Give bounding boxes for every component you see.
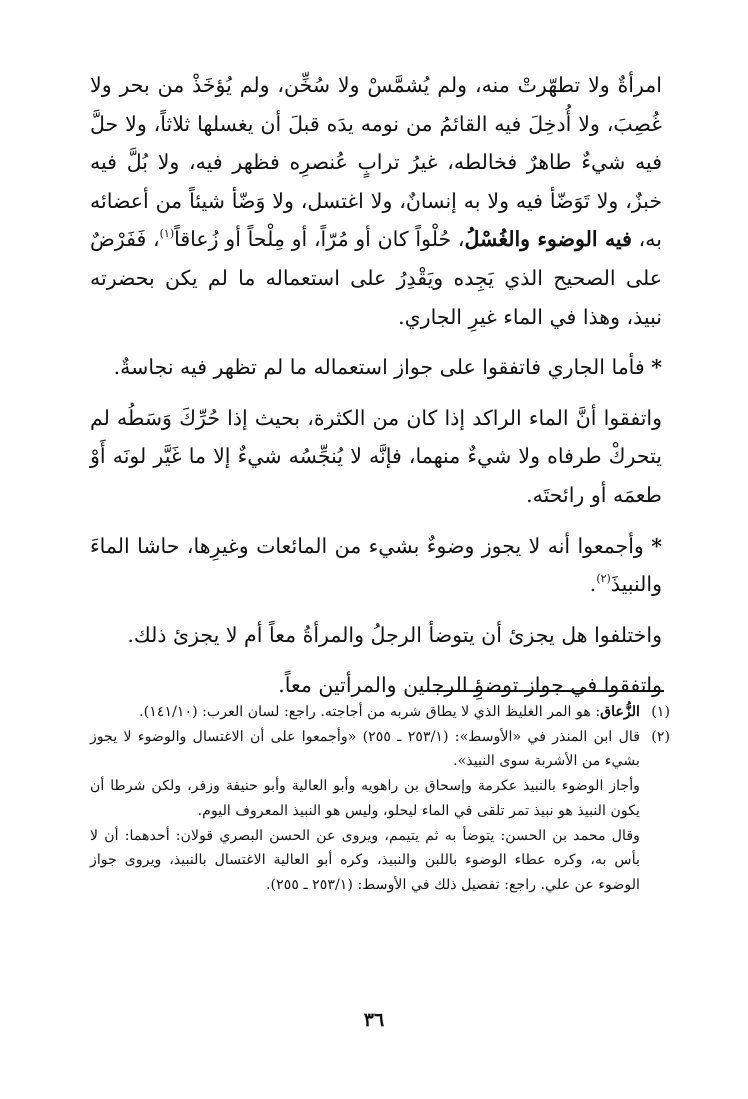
- footnote-1: [90, 700, 670, 725]
- page-number: ٣٦: [363, 1009, 385, 1031]
- paragraph-3: واتفقوا أنَّ الماء الراكد إذا كان من الكثرة، بحيث إذا حُرِّكَ وَسَطُه لم يتحركْ طرفاه ولا شيءٌ منهما، فإنَّه لا يُنجِّسُه شيءٌ إلا ما غَيَّر لونَه أَوْ طعمَه أو رائحتَه.: [90, 405, 662, 507]
- main-text: [90, 66, 662, 705]
- footnotes: [90, 700, 670, 898]
- paragraph-2: * فأما الجاري فاتفقوا على جواز استعماله ما لم تظهر فيه نجاسةٌ.: [113, 355, 662, 380]
- footnote-line: وأجاز الوضوء بالنبيذ عكرمة وإسحاق بن راهويه وأبو العالية وأبو حنيفة وزفر، ولكن شرطا أن يكون النبيذ هو نبيذ تمر تلقى في الماء ليحلو، وليس هو النبيذ المعروف اليوم.: [90, 778, 640, 819]
- footnote-separator: [428, 690, 664, 692]
- bold-phrase: فيه الوضوء والغُسْلُ: [464, 227, 632, 252]
- footnote-line: وقال محمد بن الحسن: يتوضأ به ثم يتيمم، ويروى عن الحسن البصري قولان: أحدهما: أن لا بأس به، وكره عطاء الوضوء باللبن والنبيذ، وكره أبو العالية الاغتسال بالنبيذ، ويروى جواز الوضوء عن علي. راجع: تفصيل ذلك في الأوسط: (٢٥٣/١ ـ ٢٥٥).: [90, 827, 640, 893]
- footnote-number: (٢): [651, 728, 670, 745]
- footnote-line: قال ابن المنذر في «الأوسط»: (٢٥٣/١ ـ ٢٥٥) «وأجمعوا على أن الاغتسال والوضوء لا يجوز بشيء من الأشربة سوى النبيذ».: [90, 728, 640, 770]
- paragraph-6: واتفقوا في جواز توضؤِ الرجلين والمرأتين معاً.: [278, 673, 662, 698]
- footnote-ref-2[interactable]: (٢): [596, 572, 611, 586]
- paragraph-1: امرأةٌ ولا تطهّرتْ منه، ولم يُشمَّسْ ولا سُخِّن، ولم يُؤخَذْ من بحر ولا غُصِبَ، ولا أُدخِلَ فيه القائمُ من نومه يدَه قبلَ أن يغسلها ثلاثاً، ولا حلَّ فيه شيءٌ طاهرٌ فخالطه، غيرُ ترابٍ عُنصرِه فظهر فيه، ولا بُلَّ فيه خبزٌ، ولا تَوَضّأ فيه ولا به إنسانٌ، ولا اغتسل، ولا وَضّأ شيئاً من أعضائه به، فيه الوضوء والغُسْلُ، حُلْواً كان أو مُرّاً، أو مِلْحاً أو زُعاقاً$^{(١)}$، فَفَرْضٌ على الصحيح الذي يَجِده ويَقْدِرُ على استعماله ما لم يكن بحضرته نبيذ، وهذا في الماء غيرِ الجاري.: [90, 73, 662, 329]
- star-marker: *: [651, 355, 662, 380]
- paragraph-4: * وأجمعوا أنه لا يجوز وضوءٌ بشيء من المائعات وغيرِها، حاشا الماءَ والنبيذَ$^{(٢)}$.: [90, 533, 662, 597]
- footnote-number: (١): [651, 704, 670, 720]
- footnote-ref-1[interactable]: (١): [159, 227, 175, 241]
- footnote-body: [90, 725, 640, 898]
- star-marker: *: [651, 533, 662, 558]
- footnote-2: [90, 725, 670, 898]
- footnote-body: الزُّعاق: هو المر الغليظ الذي لا يطاق شربه من أجاجته. راجع: لسان العرب: (١٤١/١٠).: [139, 704, 640, 720]
- footnote-term: الزُّعاق: [600, 704, 640, 720]
- paragraph-5: واختلفوا هل يجزئ أن يتوضأ الرجلُ والمرأةُ معاً أم لا يجزئ ذلك.: [127, 622, 662, 647]
